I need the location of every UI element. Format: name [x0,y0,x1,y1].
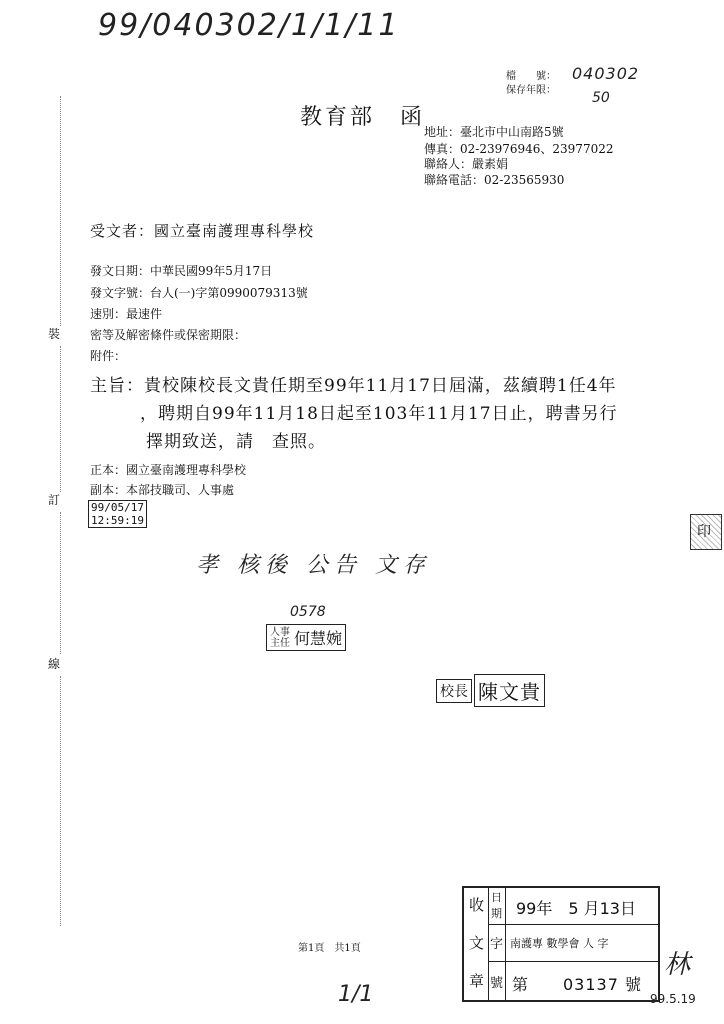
receipt-stamp-label-column: 收 文 章 [464,888,489,1000]
receive-timestamp [88,500,147,528]
binding-mark-zhuang: 裝 [48,327,61,341]
secrecy: 密等及解密條件或保密期限： [90,328,247,342]
receipt-number-row: 號 第 03137 號 [488,962,658,1000]
principal-seal: 校長 陳文貴 [436,674,545,707]
edge-seal: 印 [690,514,722,550]
timestamp-date: 99/05/17 [91,501,144,514]
receipt-date-row: 日期 99年 5 月13日 [488,888,658,925]
receipt-word-row: 字 南護專 數學會 人 字 [488,925,658,962]
timestamp-time: 12:59:19 [91,514,144,527]
binding-mark-ding: 訂 [48,493,61,507]
personnel-seal: 人事主任 何慧婉 [266,624,346,651]
retention-label: 保存年限： [506,85,556,96]
reference-number: 發文字號：台人(一)字第0990079313號 [90,286,308,300]
subject-line-3: 擇期致送，請 查照。 [146,432,326,452]
carbon-copy: 副本：本部技職司、人事處 [90,483,235,497]
sender-address: 地址：臺北市中山南路5號 [424,125,564,139]
subject-line-1: 主旨：貴校陳校長文貴任期至99年11月17日屆滿，茲續聘1任4年 [90,376,617,396]
receipt-date: 99年 5 月13日 [516,899,636,918]
handwritten-file-number: 99/040302/1/1/11 [98,8,400,43]
sender-phone: 聯絡電話：02-23565930 [424,173,565,187]
receipt-number: 第 03137 號 [512,975,642,994]
subject-line-2: ，聘期自99年11月18日起至103年11月17日止，聘書另行 [140,404,618,424]
handwritten-instruction: 孝 核後 公告 文存 [196,553,431,578]
binding-line-top [60,96,61,326]
binding-line-lower [60,512,61,654]
retention-years: 50 [592,90,610,106]
page-indicator: 第1頁 共1頁 [298,943,361,954]
handwritten-page: 1/1 [338,982,374,1007]
handwritten-corner-mark: 林 [664,950,691,980]
archive-number: 040302 [572,64,640,83]
binding-line-bottom [60,676,61,926]
binding-mark-xian: 線 [48,657,61,671]
issue-date: 發文日期：中華民國99年5月17日 [90,264,273,278]
staff-number: 0578 [290,604,326,620]
urgency: 速別：最速件 [90,307,163,321]
document-title: 教育部 函 [300,105,426,130]
receipt-bottom-date: 99.5.19 [650,992,696,1006]
main-copy: 正本：國立臺南護理專科學校 [90,463,247,477]
receipt-stamp [462,886,660,1002]
sender-contact: 聯絡人：嚴素娟 [424,157,509,171]
binding-line-middle [60,346,61,492]
attachment: 附件： [90,349,127,363]
sender-fax: 傳真：02-23976946、23977022 [424,142,614,156]
recipient: 受文者：國立臺南護理專科學校 [90,222,315,240]
archive-label: 檔 號： [506,71,556,82]
receipt-word: 南護專 數學會 人 字 [510,937,609,950]
